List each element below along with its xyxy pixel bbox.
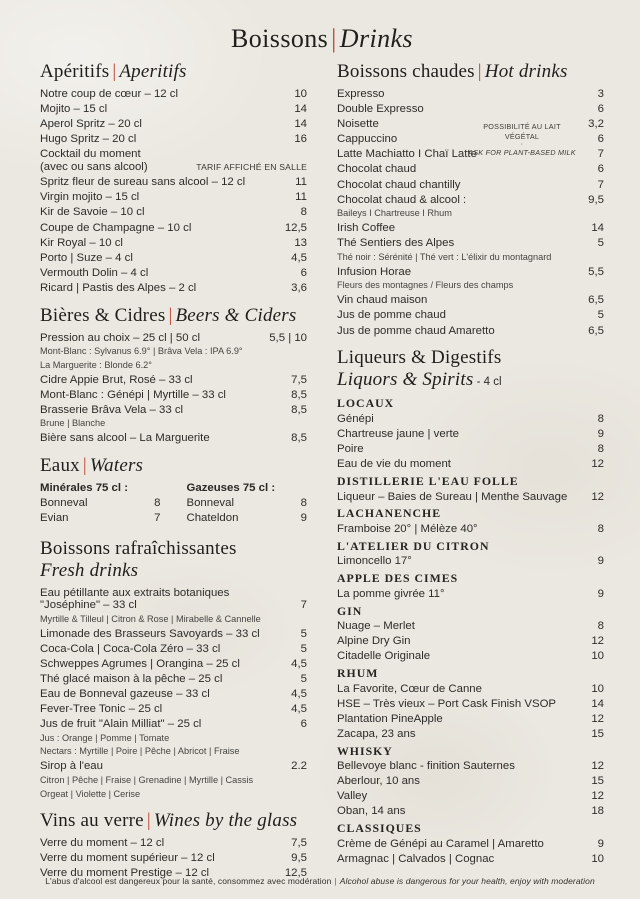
menu-item (40, 118, 307, 131)
item-price: 7 (597, 178, 604, 191)
item-name: Chocolat chaud (337, 163, 417, 176)
item-price: 8 (597, 522, 604, 535)
item-name: Chateldon (186, 512, 239, 525)
item-price: 9 (300, 512, 307, 525)
item-name: La Favorite, Cœur de Canne (337, 682, 482, 695)
menu-item (337, 713, 604, 726)
spirits-subsection-header: RHUM (337, 666, 379, 680)
section-title-divider: | (82, 455, 87, 477)
menu-item (337, 620, 604, 633)
menu-item (40, 103, 307, 116)
item-name: Vermouth Dolin – 4 cl (40, 266, 149, 279)
item-name: HSE – Très vieux – Port Cask Finish VSOP (337, 697, 557, 710)
item-price: 9 (597, 587, 604, 600)
waters-group-header: Gazeuses 75 cl : (186, 482, 276, 495)
item-name: Eau de Bonneval gazeuse – 33 cl (40, 688, 210, 701)
item-name: Aperol Spritz – 20 cl (40, 118, 142, 131)
section-title-en: Wines by the glass (153, 809, 298, 831)
item-price: 9 (597, 555, 604, 568)
item-name: Eau pétillante aux extraits botaniques "Joséphine" – 33 cl (40, 586, 230, 612)
footer-warning (0, 876, 640, 886)
spirits-subsection-header: L'ATELIER DU CITRON (337, 538, 490, 553)
item-name: Chocolat chaud & alcool : (337, 193, 467, 206)
item-price: 9,5 (588, 193, 604, 206)
menu-item (337, 103, 604, 116)
menu-item (337, 698, 604, 711)
item-price: 9,5 (291, 851, 307, 864)
item-price: 7 (597, 148, 604, 161)
item-price: 4,5 (291, 703, 307, 716)
item-name: Bière sans alcool – La Marguerite (40, 432, 210, 445)
item-name: Notre coup de cœur – 12 cl (40, 88, 179, 101)
waters-group (187, 482, 308, 527)
item-name: Coca-Cola | Coca-Cola Zéro – 33 cl (40, 643, 221, 656)
item-price: 14 (591, 697, 604, 710)
item-price: 5,5 | 10 (269, 331, 307, 344)
menu-item (40, 267, 307, 280)
item-price: 12 (591, 490, 604, 503)
plant-milk-note-en: ASK FOR PLANT-BASED MILK (468, 147, 576, 157)
item-name: Latte Machiatto I Chaï Latte (337, 148, 477, 161)
item-name: Bonneval (40, 497, 88, 510)
left-column (40, 61, 307, 890)
menu-item (40, 133, 307, 146)
menu-item (337, 325, 604, 338)
item-price: 5 (300, 643, 307, 656)
item-name: Evian (40, 512, 69, 525)
section-title-en: Liquors & Spirits (337, 369, 474, 391)
menu-item (337, 443, 604, 456)
right-column (337, 61, 604, 890)
spirits-subsection-header: APPLE DES CIMES (337, 571, 459, 586)
item-name: Pression au choix – 25 cl | 50 cl (40, 331, 200, 344)
section-title (337, 61, 604, 83)
footer-warning-fr: L'abus d'alcool est dangereux pour la santé, consommez avec modération (45, 876, 332, 886)
item-price: 9 (597, 837, 604, 850)
item-price: 6 (597, 133, 604, 146)
item-name: Plantation PineApple (337, 712, 443, 725)
item-price: 10 (591, 650, 604, 663)
menu-item (40, 497, 161, 510)
page-title-fr: Boissons (231, 24, 329, 53)
item-name: Kir Royal – 10 cl (40, 236, 123, 249)
spirits-subsection-header: LACHANENCHE (337, 506, 442, 521)
item-name: Porto | Suze – 4 cl (40, 251, 133, 264)
section-liqueurs (337, 347, 604, 865)
menu-item (40, 587, 307, 613)
item-name: Fever-Tree Tonic – 25 cl (40, 703, 163, 716)
section-title-fr: Liqueurs & Digestifs (337, 347, 502, 369)
item-name: Spritz fleur de sureau sans alcool – 12 cl (40, 176, 246, 189)
menu-item (40, 628, 307, 641)
menu-item (337, 523, 604, 536)
item-price: 5 (300, 628, 307, 641)
item-name: Framboise 20° | Mélèze 40° (337, 522, 478, 535)
menu-item (337, 294, 604, 307)
item-price: 7,5 (291, 373, 307, 386)
item-name: Noisette (337, 118, 379, 131)
section-title-en: Waters (89, 455, 144, 477)
menu-item (337, 853, 604, 866)
item-name: Génépi (337, 412, 374, 425)
item-name: Poire (337, 443, 364, 456)
item-price: 6 (597, 163, 604, 176)
menu-item (40, 191, 307, 204)
item-name-2: (avec ou sans alcool) (40, 161, 148, 174)
menu-columns (40, 61, 604, 890)
item-name: Oban, 14 ans (337, 805, 406, 818)
section-title-en-line (40, 560, 307, 582)
item-price: 6,5 (588, 294, 604, 307)
item-name: Cocktail du moment (40, 148, 141, 161)
item-name: Brasserie Brâva Vela – 33 cl (40, 403, 184, 416)
item-name: Bonneval (186, 497, 234, 510)
item-description: Brune | Blanche (40, 418, 106, 429)
item-price: 3,2 (588, 118, 604, 131)
menu-item (40, 852, 307, 865)
menu-item (40, 703, 307, 716)
menu-item (337, 635, 604, 648)
menu-item (40, 688, 307, 701)
item-name: Chocolat chaud chantilly (337, 178, 461, 191)
item-price: 8 (300, 497, 307, 510)
item-name: Schweppes Agrumes | Orangina – 25 cl (40, 658, 240, 671)
menu-item (187, 512, 308, 525)
menu-item (40, 432, 307, 445)
item-price: 11 (295, 191, 307, 204)
item-name: Cidre Appie Brut, Rosé – 33 cl (40, 373, 193, 386)
item-price: 6,5 (588, 324, 604, 337)
item-name: La pomme givrée 11° (337, 587, 445, 600)
item-name: Vin chaud maison (337, 294, 428, 307)
item-description: Nectars : Myrtille | Poire | Pêche | Abricot | Fraise (40, 746, 240, 757)
section-title (40, 810, 307, 832)
item-name: Kir de Savoie – 10 cl (40, 206, 145, 219)
plant-milk-note-separator: · (520, 141, 524, 149)
item-description: Jus : Orange | Pomme | Tomate (40, 732, 170, 743)
section-title-fr: Eaux (40, 455, 80, 477)
menu-item (337, 491, 604, 504)
item-name: Ricard | Pastis des Alpes – 2 cl (40, 281, 197, 294)
item-price: 10 (294, 88, 307, 101)
menu-item (337, 179, 604, 192)
item-price: 7 (154, 512, 161, 525)
item-name: Virgin mojito – 15 cl (40, 191, 140, 204)
item-price: 8 (597, 412, 604, 425)
item-price: 18 (591, 805, 604, 818)
item-price: 8 (300, 206, 307, 219)
menu-item (337, 683, 604, 696)
menu-item (337, 237, 604, 250)
menu-item (337, 428, 604, 441)
waters-group-header: Minérales 75 cl : (40, 482, 129, 495)
menu-item (40, 673, 307, 686)
item-price: 9 (597, 428, 604, 440)
item-price: 14 (294, 103, 307, 116)
plant-milk-note (466, 122, 578, 158)
item-price: 12 (591, 760, 604, 773)
menu-item (337, 728, 604, 741)
section-title-en: Aperitifs (119, 61, 187, 83)
item-price: 6 (300, 718, 307, 731)
item-price: 14 (294, 118, 307, 131)
waters-group (40, 482, 161, 527)
item-name: Armagnac | Calvados | Cognac (337, 852, 495, 865)
item-price: 3 (597, 88, 604, 101)
section-title-fr: Apéritifs (40, 61, 110, 83)
section-title-divider: | (146, 809, 151, 831)
item-name: Verre du moment supérieur – 12 cl (40, 851, 215, 864)
item-description: La Marguerite : Blonde 6.2° (40, 359, 152, 370)
menu-item (337, 775, 604, 788)
item-price: 15 (591, 775, 604, 788)
item-price: 7,5 (291, 836, 307, 849)
section-title-en: Fresh drinks (40, 559, 139, 581)
item-name: Bellevoye blanc - finition Sauternes (337, 760, 515, 773)
menu-item (337, 88, 604, 101)
item-name-2: "Joséphine" – 33 cl (40, 599, 137, 612)
item-name: Mojito – 15 cl (40, 103, 108, 116)
item-price: 5,5 (588, 265, 604, 278)
menu-item (40, 837, 307, 850)
item-price: 7 (300, 599, 307, 612)
menu-item (40, 282, 307, 295)
item-name: Crème de Génépi au Caramel | Amaretto (337, 837, 544, 850)
section-eaux (40, 455, 307, 527)
menu-item (337, 309, 604, 322)
spirits-subsection-header: WHISKY (337, 743, 393, 758)
item-description: Thé noir : Sérénité | Thé vert : L'élixir du montagnard (337, 251, 552, 262)
item-name: Chartreuse jaune | verte (337, 428, 459, 440)
item-description: Mont-Blanc : Sylvanus 6.9° | Brâva Vela : IPA 6.9° (40, 346, 243, 357)
item-second-line (40, 161, 307, 174)
menu-item (40, 252, 307, 265)
title-divider: | (331, 24, 337, 53)
item-name: Sirop à l'eau (40, 760, 103, 773)
item-name: Alpine Dry Gin (337, 635, 411, 648)
item-price: 8 (597, 620, 604, 632)
item-name: Infusion Horae (337, 265, 412, 278)
menu-item (337, 413, 604, 426)
section-fresh (40, 538, 307, 800)
menu-item (337, 458, 604, 471)
item-name: Aberlour, 10 ans (337, 775, 420, 788)
section-title-fr: Bières & Cidres (40, 304, 166, 326)
spirits-subsection-header: GIN (337, 603, 363, 618)
item-name: Valley (337, 790, 368, 803)
section-title-fr: Vins au verre (40, 809, 144, 831)
menu-item (40, 643, 307, 656)
item-name: Mont-Blanc : Génépi | Myrtille – 33 cl (40, 388, 226, 401)
item-price: 5 (597, 309, 604, 322)
item-name: Coupe de Champagne – 10 cl (40, 221, 192, 234)
item-price: 12 (591, 458, 604, 471)
menu-item (337, 194, 604, 207)
item-name: Hugo Spritz – 20 cl (40, 133, 137, 146)
menu-item (40, 512, 161, 525)
menu-item (40, 88, 307, 101)
item-name: Liqueur – Baies de Sureau | Menthe Sauvage (337, 490, 568, 503)
menu-item (337, 760, 604, 773)
item-price: 8,5 (291, 403, 307, 416)
menu-item (40, 760, 307, 773)
item-name: Double Expresso (337, 103, 424, 116)
item-price: 13 (294, 236, 307, 249)
item-name: Thé glacé maison à la pêche – 25 cl (40, 673, 223, 686)
waters-groups (40, 482, 307, 527)
section-title (337, 347, 604, 391)
menu-item (337, 790, 604, 803)
section-vins (40, 810, 307, 880)
item-price-note: TARIF AFFICHÉ EN SALLE (196, 162, 307, 173)
section-title-divider: | (168, 304, 173, 326)
item-price: 2.2 (291, 760, 307, 773)
item-description: Orgeat | Violette | Cerise (40, 788, 141, 799)
item-description: Baileys I Chartreuse I Rhum (337, 208, 452, 219)
menu-item (40, 374, 307, 387)
item-name: Irish Coffee (337, 222, 396, 235)
item-price: 11 (295, 176, 307, 189)
item-name: Eau de vie du moment (337, 458, 451, 471)
menu-item (337, 588, 604, 601)
item-price: 3,6 (291, 281, 307, 294)
menu-item (40, 718, 307, 731)
section-title-en: Hot drinks (484, 61, 568, 83)
section-title-fr: Boissons chaudes (337, 61, 475, 83)
item-price: 10 (591, 852, 604, 865)
item-price: 12,5 (284, 866, 307, 879)
section-title (40, 305, 307, 327)
section-title-fr: Boissons rafraîchissantes (40, 537, 237, 559)
item-price: 5 (300, 673, 307, 686)
menu-item (40, 237, 307, 250)
item-price: 8 (154, 497, 161, 510)
menu-item (337, 222, 604, 235)
item-name: Zacapa, 23 ans (337, 727, 416, 740)
item-name: Cappuccino (337, 133, 398, 146)
item-name: Jus de pomme chaud (337, 309, 446, 322)
item-price: 12,5 (284, 221, 307, 234)
footer-warning-en: Alcohol abuse is dangerous for your health, enjoy with moderation (339, 876, 595, 886)
section-title (40, 61, 307, 83)
menu-item (337, 266, 604, 279)
menu-item (40, 389, 307, 402)
item-price: 4,5 (291, 658, 307, 671)
plant-milk-note-fr: POSSIBILITÉ AU LAIT VÉGÉTAL (483, 122, 561, 142)
footer-divider: | (334, 876, 337, 886)
item-price: 8 (597, 443, 604, 456)
menu-item (337, 555, 604, 568)
menu-item (40, 658, 307, 671)
item-price: 10 (591, 682, 604, 695)
item-price: 12 (591, 635, 604, 648)
menu-item (337, 838, 604, 851)
item-price: 5 (597, 237, 604, 250)
section-bieres (40, 305, 307, 446)
item-name: Limoncello 17° (337, 555, 412, 568)
menu-item (337, 163, 604, 176)
menu-item (40, 404, 307, 417)
section-title-divider: | (477, 61, 482, 83)
spirits-subsection-header: CLASSIQUES (337, 821, 422, 836)
menu-item (40, 176, 307, 189)
item-price: 16 (294, 133, 307, 146)
item-price: 4,5 (291, 251, 307, 264)
section-aperitifs (40, 61, 307, 295)
item-price: 12 (591, 790, 604, 803)
section-title-divider: | (112, 61, 117, 83)
section-title-suffix: - 4 cl (473, 376, 502, 389)
spirits-subsection-header: LOCAUX (337, 396, 395, 411)
item-price: 8,5 (291, 432, 307, 445)
section-title (40, 455, 307, 477)
section-title-en-line (337, 369, 604, 391)
item-description: Citron | Pêche | Fraise | Grenadine | Myrtille | Cassis (40, 775, 254, 786)
menu-item (40, 332, 307, 345)
item-name: Thé Sentiers des Alpes (337, 237, 455, 250)
menu-item (40, 222, 307, 235)
item-price: 4,5 (291, 688, 307, 701)
item-name: Citadelle Originale (337, 650, 431, 663)
item-price: 14 (591, 222, 604, 235)
item-name: Expresso (337, 88, 385, 101)
menu-item (337, 650, 604, 663)
page-title-en: Drinks (339, 24, 413, 53)
item-description: Myrtille & Tilleul | Citron & Rose | Mirabelle & Cannelle (40, 614, 261, 624)
menu-item (337, 805, 604, 818)
item-name: Nuage – Merlet (337, 620, 415, 632)
item-name: Jus de fruit "Alain Milliat" – 25 cl (40, 718, 202, 731)
item-name: Jus de pomme chaud Amaretto (337, 324, 495, 337)
section-chaudes (337, 61, 604, 337)
menu-item (40, 206, 307, 219)
page-title (40, 24, 604, 53)
item-price: 8,5 (291, 388, 307, 401)
item-price: 6 (597, 103, 604, 116)
item-name: Verre du moment Prestige – 12 cl (40, 866, 210, 879)
item-description: Fleurs des montagnes / Fleurs des champs (337, 280, 514, 291)
section-title (40, 538, 307, 582)
spirits-subsection-header: DISTILLERIE L'EAU FOLLE (337, 474, 519, 488)
menu-item (187, 497, 308, 510)
menu-item (40, 148, 307, 174)
item-price: 12 (591, 712, 604, 725)
section-title-en: Beers & Ciders (175, 304, 297, 326)
item-name: Limonade des Brasseurs Savoyards – 33 cl (40, 628, 260, 641)
item-price: 6 (300, 266, 307, 279)
item-name: Verre du moment – 12 cl (40, 836, 165, 849)
item-price: 15 (591, 727, 604, 740)
